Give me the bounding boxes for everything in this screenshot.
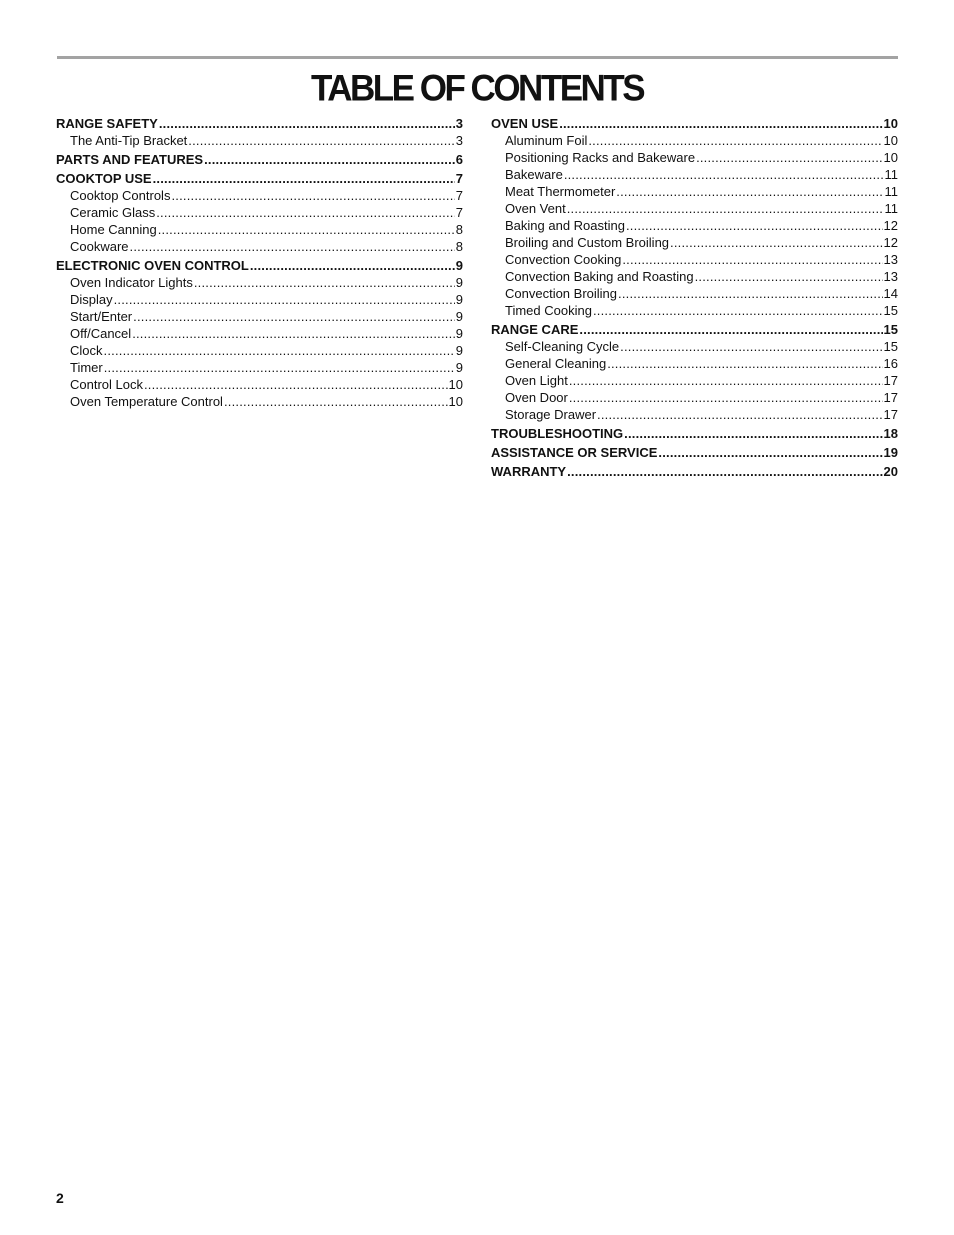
dot-leader — [658, 444, 882, 461]
toc-entry-label: Clock — [70, 343, 103, 358]
toc-entry[interactable] — [491, 321, 898, 338]
toc-entry[interactable] — [491, 338, 898, 355]
toc-entry[interactable] — [491, 406, 898, 423]
toc-entry[interactable] — [56, 221, 463, 238]
toc-entry-page: 9 — [455, 360, 463, 375]
toc-entry[interactable] — [56, 151, 463, 168]
toc-entry-page: 13 — [883, 252, 898, 267]
dot-leader — [607, 355, 882, 372]
toc-entry[interactable] — [56, 170, 463, 187]
dot-leader — [695, 268, 883, 285]
toc-entry[interactable] — [491, 285, 898, 302]
dot-leader — [194, 274, 455, 291]
toc-entry-page: 15 — [883, 303, 898, 318]
dot-leader — [620, 338, 882, 355]
toc-entry[interactable] — [56, 376, 463, 393]
toc-entry-label: Start/Enter — [70, 309, 133, 324]
toc-entry-label: Self-Cleaning Cycle — [505, 339, 620, 354]
toc-entry[interactable] — [56, 257, 463, 274]
dot-leader — [132, 325, 455, 342]
toc-entry-page: 9 — [455, 343, 463, 358]
toc-entry-page: 16 — [883, 356, 898, 371]
toc-entry[interactable] — [56, 132, 463, 149]
dot-leader — [588, 132, 882, 149]
toc-entry-page: 10 — [883, 133, 898, 148]
toc-entry-page: 14 — [883, 286, 898, 301]
toc-entry[interactable] — [491, 463, 898, 480]
dot-leader — [670, 234, 883, 251]
dot-leader — [618, 285, 883, 302]
dot-leader — [204, 151, 455, 168]
toc-entry-label: Home Canning — [70, 222, 157, 237]
toc-entry-label: Timed Cooking — [505, 303, 592, 318]
toc-entry-page: 7 — [455, 188, 463, 203]
dot-leader — [144, 376, 448, 393]
toc-entry-page: 7 — [455, 171, 463, 186]
dot-leader — [624, 425, 882, 442]
toc-entry-label: TROUBLESHOOTING — [491, 426, 624, 441]
toc-entry[interactable] — [491, 302, 898, 319]
toc-entry-label: Convection Broiling — [505, 286, 618, 301]
toc-entry-page: 19 — [883, 445, 898, 460]
toc-entry-label: COOKTOP USE — [56, 171, 152, 186]
toc-entry-label: Bakeware — [505, 167, 563, 182]
toc-entry[interactable] — [56, 342, 463, 359]
toc-entry-label: Cooktop Controls — [70, 188, 171, 203]
toc-entry-page: 12 — [883, 235, 898, 250]
toc-entry[interactable] — [56, 204, 463, 221]
toc-entry-page: 17 — [883, 373, 898, 388]
toc-entry-label: PARTS AND FEATURES — [56, 152, 204, 167]
toc-entry-label: Display — [70, 292, 113, 307]
toc-entry-label: Baking and Roasting — [505, 218, 625, 233]
toc-entry-label: RANGE CARE — [491, 322, 579, 337]
toc-entry-label: Oven Vent — [505, 201, 566, 216]
toc-entry[interactable] — [56, 115, 463, 132]
toc-entry[interactable] — [491, 389, 898, 406]
dot-leader — [153, 170, 455, 187]
toc-entry-page: 8 — [455, 239, 463, 254]
dot-leader — [158, 221, 455, 238]
toc-entry-page: 10 — [883, 150, 898, 165]
toc-entry[interactable] — [491, 183, 898, 200]
toc-entry-label: Meat Thermometer — [505, 184, 616, 199]
toc-entry-page: 20 — [883, 464, 898, 479]
toc-entry-page: 7 — [455, 205, 463, 220]
toc-entry-label: Off/Cancel — [70, 326, 132, 341]
toc-entry-label: OVEN USE — [491, 116, 559, 131]
toc-entry-label: Oven Light — [505, 373, 568, 388]
toc-entry-label: Oven Door — [505, 390, 568, 405]
toc-entry[interactable] — [491, 132, 898, 149]
toc-entry-page: 11 — [884, 201, 898, 216]
toc-entry[interactable] — [491, 444, 898, 461]
toc-entry-page: 9 — [455, 275, 463, 290]
dot-leader — [616, 183, 883, 200]
dot-leader — [593, 302, 883, 319]
toc-entry-label: Ceramic Glass — [70, 205, 156, 220]
toc-entry-page: 11 — [884, 184, 898, 199]
toc-entry-page: 9 — [455, 326, 463, 341]
dot-leader — [159, 115, 455, 132]
toc-entry[interactable] — [56, 308, 463, 325]
toc-entry-label: Broiling and Custom Broiling — [505, 235, 670, 250]
dot-leader — [224, 393, 448, 410]
toc-entry-page: 10 — [448, 377, 463, 392]
toc-entry-label: ELECTRONIC OVEN CONTROL — [56, 258, 249, 273]
toc-entry[interactable] — [56, 291, 463, 308]
dot-leader — [564, 166, 884, 183]
toc-entry[interactable] — [56, 359, 463, 376]
toc-entry[interactable] — [491, 355, 898, 372]
toc-entry-label: General Cleaning — [505, 356, 607, 371]
toc-entry[interactable] — [491, 372, 898, 389]
toc-entry-label: Storage Drawer — [505, 407, 597, 422]
dot-leader — [104, 359, 455, 376]
toc-entry-page: 17 — [883, 390, 898, 405]
dot-leader — [133, 308, 455, 325]
toc-entry-label: ASSISTANCE OR SERVICE — [491, 445, 658, 460]
toc-entry-page: 9 — [455, 309, 463, 324]
toc-entry[interactable] — [491, 268, 898, 285]
toc-entry-label: The Anti-Tip Bracket — [70, 133, 188, 148]
toc-entry-label: Aluminum Foil — [505, 133, 588, 148]
toc-right-column — [491, 115, 898, 480]
page-title: TABLE OF CONTENTS — [310, 68, 644, 109]
toc-entry-page: 10 — [883, 116, 898, 131]
toc-entry-page: 8 — [455, 222, 463, 237]
toc-entry[interactable] — [56, 393, 463, 410]
dot-leader — [250, 257, 455, 274]
dot-leader — [579, 321, 882, 338]
toc-entry[interactable] — [491, 200, 898, 217]
dot-leader — [130, 238, 455, 255]
toc-entry[interactable] — [56, 187, 463, 204]
toc-entry-page: 17 — [883, 407, 898, 422]
dot-leader — [567, 200, 884, 217]
toc-entry-page: 15 — [883, 339, 898, 354]
dot-leader — [114, 291, 455, 308]
toc-left-column — [56, 115, 463, 410]
toc-entry[interactable] — [491, 115, 898, 132]
toc-entry-page: 9 — [455, 258, 463, 273]
dot-leader — [104, 342, 455, 359]
dot-leader — [622, 251, 882, 268]
header-rule — [57, 56, 898, 59]
toc-entry-page: 6 — [455, 152, 463, 167]
dot-leader — [569, 389, 883, 406]
toc-entry-page: 9 — [455, 292, 463, 307]
toc-entry[interactable] — [491, 217, 898, 234]
toc-entry-label: Convection Baking and Roasting — [505, 269, 694, 284]
dot-leader — [171, 187, 454, 204]
toc-entry[interactable] — [56, 325, 463, 342]
toc-entry-label: Oven Indicator Lights — [70, 275, 193, 290]
toc-entry-label: Control Lock — [70, 377, 143, 392]
toc-entry-label: RANGE SAFETY — [56, 116, 158, 131]
toc-entry[interactable] — [491, 425, 898, 442]
toc-entry-page: 18 — [883, 426, 898, 441]
toc-entry-page: 10 — [448, 394, 463, 409]
toc-entry-label: Positioning Racks and Bakeware — [505, 150, 696, 165]
dot-leader — [696, 149, 882, 166]
toc-entry-label: Timer — [70, 360, 103, 375]
toc-entry[interactable] — [56, 274, 463, 291]
toc-entry[interactable] — [491, 166, 898, 183]
page-number: 2 — [56, 1190, 64, 1206]
toc-entry[interactable] — [491, 149, 898, 166]
toc-entry[interactable] — [491, 251, 898, 268]
toc-entry-page: 11 — [884, 167, 898, 182]
toc-entry[interactable] — [491, 234, 898, 251]
dot-leader — [156, 204, 455, 221]
toc-entry-label: Convection Cooking — [505, 252, 622, 267]
toc-entry-page: 3 — [455, 133, 463, 148]
toc-entry-page: 3 — [455, 116, 463, 131]
toc-entry-page: 12 — [883, 218, 898, 233]
dot-leader — [597, 406, 882, 423]
toc-entry[interactable] — [56, 238, 463, 255]
toc-entry-label: WARRANTY — [491, 464, 567, 479]
dot-leader — [626, 217, 883, 234]
toc-entry-page: 13 — [883, 269, 898, 284]
toc-entry-label: Oven Temperature Control — [70, 394, 223, 409]
dot-leader — [567, 463, 882, 480]
dot-leader — [559, 115, 882, 132]
toc-entry-label: Cookware — [70, 239, 129, 254]
toc-entry-page: 15 — [883, 322, 898, 337]
dot-leader — [569, 372, 883, 389]
dot-leader — [188, 132, 454, 149]
